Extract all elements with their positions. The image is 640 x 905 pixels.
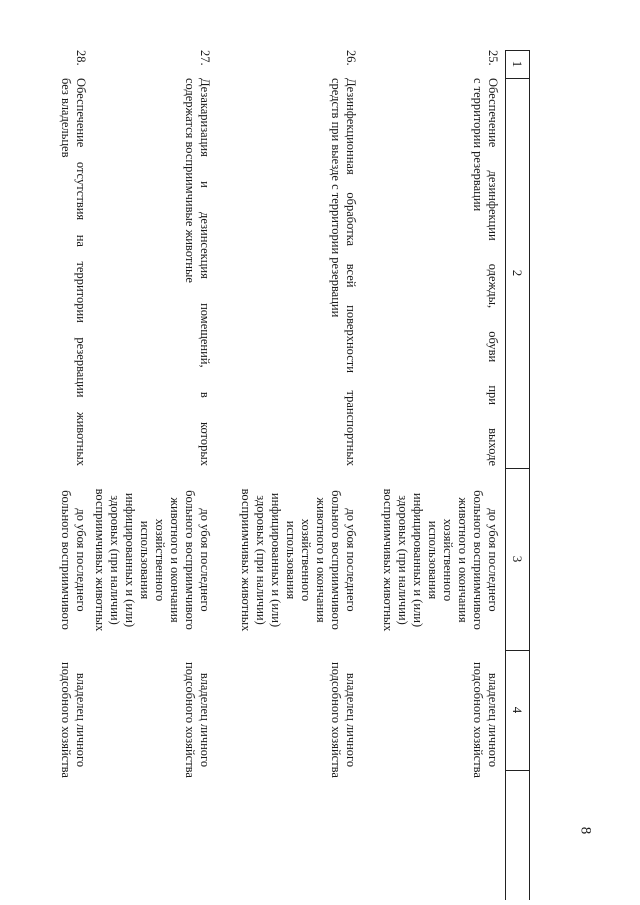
table-top-rule bbox=[529, 50, 530, 900]
responsible-text: владелец личного подсобного хозяйства bbox=[329, 662, 358, 778]
rotated-table bbox=[50, 50, 530, 900]
page-number: 8 bbox=[577, 826, 594, 835]
header-col-1: 1 bbox=[510, 60, 525, 68]
row-number: 27. bbox=[198, 50, 212, 66]
term-text: до убоя последнего больного восприимчивого bbox=[59, 490, 88, 630]
header-col-4: 4 bbox=[510, 706, 525, 714]
col4-divider bbox=[506, 770, 530, 771]
row-number: 25. bbox=[486, 50, 500, 66]
row-number: 26. bbox=[344, 50, 358, 66]
header-col-2: 2 bbox=[510, 269, 525, 277]
row-number: 28. bbox=[74, 50, 88, 66]
responsible-text: владелец личного подсобного хозяйства bbox=[59, 662, 88, 778]
measure-text: Обеспечение дезинфекции одежды, обуви при выходе с территории резервации bbox=[471, 78, 500, 466]
measure-text: Дезакаризация и дезинсекция помещений, в которых содержатся восприимчивые животные bbox=[183, 78, 212, 466]
term-text: до убоя последнего больного восприимчивого животного и окончания хозяйственного использования инфицированных и (или) здоровых (при наличии) восприимчивых животных bbox=[381, 488, 500, 632]
responsible-text: владелец личного подсобного хозяйства bbox=[183, 662, 212, 778]
term-text: до убоя последнего больного восприимчивого животного и окончания хозяйственного использования инфицированных и (или) здоровых (при наличии) восприимчивых животных bbox=[239, 488, 358, 632]
measure-text: Дезинфекционная обработка всей поверхности транспортных средств при выезде с территории резервации bbox=[329, 78, 358, 466]
header-col-3: 3 bbox=[510, 555, 525, 563]
measure-text: Обеспечение отсутствия на территории резервации животных без владельцев bbox=[59, 78, 88, 466]
term-text: до убоя последнего больного восприимчивого животного и окончания хозяйственного использования инфицированных и (или) здоровых (при наличии) восприимчивых животных bbox=[93, 488, 212, 632]
responsible-text: владелец личного подсобного хозяйства bbox=[471, 662, 500, 778]
